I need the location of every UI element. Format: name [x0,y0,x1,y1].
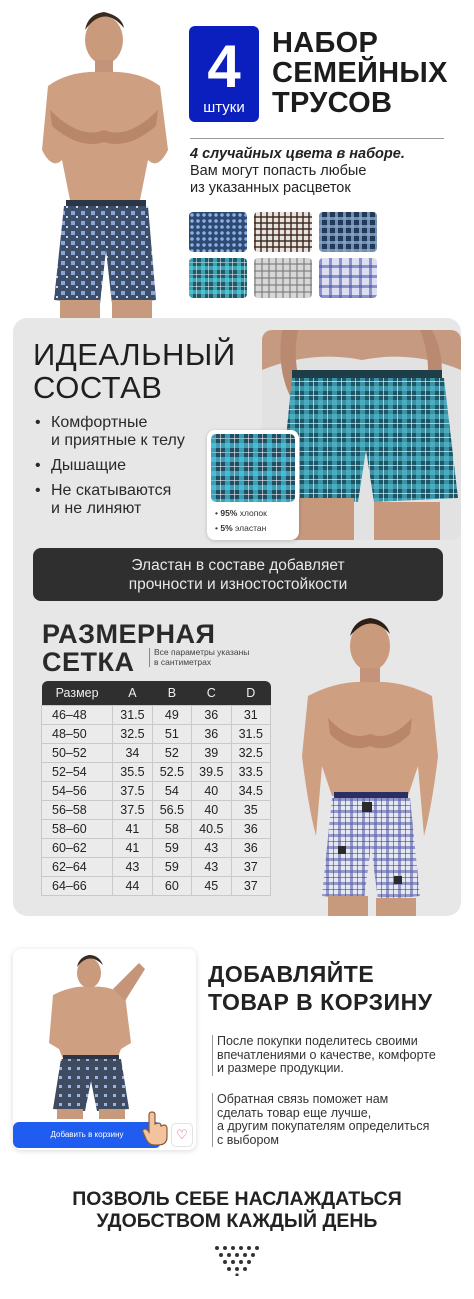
cart-title [208,960,433,1016]
title-line: ДОБАВЛЯЙТЕ [208,961,375,987]
closing-slogan [0,1188,474,1232]
hero-section [0,0,474,318]
title-line: РАЗМЕРНАЯ [42,619,216,649]
banner-line: Эластан в составе добавляет [131,557,345,574]
size-table [41,681,271,896]
dotted-arrow-icon [213,1244,261,1276]
product-card [13,949,196,1150]
table-cell: 40.5 [192,819,231,838]
size-cell: 64–66 [42,876,113,895]
table-cell: 37.5 [113,781,152,800]
list-item [33,482,223,518]
swatch-blue-plaid [319,258,377,298]
note-line: Все параметры указаны [154,647,250,657]
size-model-photo [278,606,461,916]
list-item [33,457,223,475]
benefit-text: и не линяют [51,500,142,517]
table-cell: 43 [192,838,231,857]
cotton-composition: • 95% хлопок [215,508,267,518]
table-cell: 36 [231,838,270,857]
table-cell: 36 [192,705,231,724]
color-note-bold: 4 случайных цвета в наборе. [190,146,405,162]
table-cell: 36 [231,819,270,838]
para-line: сделать товар еще лучше, [217,1105,372,1120]
size-cell: 62–64 [42,857,113,876]
color-note [190,146,405,197]
table-cell: 34.5 [231,781,270,800]
fabric-sample [211,434,295,502]
table-cell: 56.5 [152,800,191,819]
table-cell: 41 [113,838,152,857]
list-item [33,414,223,450]
note-line: в сантиметрах [154,656,212,667]
table-cell: 45 [192,876,231,895]
cotton-pct: 95% [220,508,238,518]
table-row [42,800,271,819]
elastane-banner [33,548,443,601]
banner-line: прочности и изностостойкости [128,576,348,593]
table-cell: 32.5 [113,724,152,743]
table-cell: 51 [152,724,191,743]
elastane-composition: • 5% эластан [215,523,267,533]
size-cell: 46–48 [42,705,113,724]
table-cell: 40 [192,800,231,819]
table-cell: 43 [192,857,231,876]
info-panel [13,318,461,916]
table-cell: 41 [113,819,152,838]
table-cell: 60 [152,876,191,895]
size-cell: 50–52 [42,743,113,762]
feedback-paragraph-1 [212,1035,452,1076]
slogan-line: ПОЗВОЛЬ СЕБЕ НАСЛАЖДАТЬСЯ [72,1188,402,1210]
column-header: B [152,681,191,705]
slogan-line: УДОБСТВОМ КАЖДЫЙ ДЕНЬ [96,1210,378,1232]
table-row [42,743,271,762]
add-to-cart-button[interactable]: Добавить в корзину [13,1122,161,1148]
para-line: с выбором [217,1132,279,1147]
badge-number: 4 [207,33,241,100]
badge-unit: штуки [203,99,245,116]
table-cell: 35.5 [113,762,152,781]
swatch-brown-check [254,212,312,252]
table-row [42,838,271,857]
size-cell: 54–56 [42,781,113,800]
column-header: Размер [42,681,113,705]
table-row [42,705,271,724]
table-cell: 43 [113,857,152,876]
para-line: После покупки поделитесь своими [217,1034,418,1048]
table-cell: 32.5 [231,743,270,762]
table-cell: 59 [152,838,191,857]
table-cell: 44 [113,876,152,895]
divider [190,138,444,139]
table-cell: 49 [152,705,191,724]
table-cell: 40 [192,781,231,800]
table-row [42,762,271,781]
table-cell: 34 [113,743,152,762]
elastane-pct: 5% [220,523,233,533]
title-line: НАБОР [272,27,379,59]
table-row [42,781,271,800]
card-model-photo [13,949,196,1119]
table-header-row [42,681,271,705]
size-cell: 60–62 [42,838,113,857]
swatch-grey-check [254,258,312,298]
table-cell: 39 [192,743,231,762]
table-cell: 37.5 [113,800,152,819]
table-cell: 58 [152,819,191,838]
table-row [42,857,271,876]
column-header: D [231,681,270,705]
feedback-paragraph-2 [212,1093,452,1147]
table-cell: 31 [231,705,270,724]
para-line: Обратная связь поможет нам [217,1092,389,1106]
table-cell: 31.5 [113,705,152,724]
table-row [42,724,271,743]
product-title [272,28,448,118]
swatch-teal-plaid [189,258,247,298]
fabric-card [207,430,299,540]
title-line: СОСТАВ [33,370,163,405]
table-cell: 31.5 [231,724,270,743]
benefit-text: и приятные к телу [51,432,185,449]
size-cell: 58–60 [42,819,113,838]
para-line: и размере продукции. [217,1061,344,1075]
table-cell: 52.5 [152,762,191,781]
table-cell: 54 [152,781,191,800]
table-cell: 39.5 [192,762,231,781]
table-cell: 37 [231,876,270,895]
swatch-navy-dots [189,212,247,252]
composition-title [33,338,236,404]
heart-icon[interactable]: ♡ [171,1123,193,1147]
table-cell: 52 [152,743,191,762]
table-cell: 35 [231,800,270,819]
benefit-text: • Не скатываются [51,482,172,499]
swatch-navy-check [319,212,377,252]
table-row [42,819,271,838]
title-line: СЕМЕЙНЫХ [272,57,448,89]
cotton-label: хлопок [239,508,267,518]
table-cell: 37 [231,857,270,876]
size-chart-note [149,648,277,667]
size-cell: 52–54 [42,762,113,781]
color-swatches [189,212,377,302]
title-line: СЕТКА [42,647,135,677]
table-cell: 33.5 [231,762,270,781]
column-header: A [113,681,152,705]
color-note-line: из указанных расцветок [190,180,351,196]
para-line: а другим покупателям определиться [217,1119,430,1133]
size-cell: 48–50 [42,724,113,743]
hand-cursor-icon [141,1111,171,1147]
table-row [42,876,271,895]
benefit-text: • Дышащие [51,457,127,474]
table-cell: 36 [192,724,231,743]
color-note-line: Вам могут попасть любые [190,163,367,179]
model-photo [30,0,180,318]
column-header: C [192,681,231,705]
para-line: впечатлениями о качестве, комфорте [217,1047,436,1062]
size-cell: 56–58 [42,800,113,819]
title-line: ИДЕАЛЬНЫЙ [33,337,236,372]
elastane-label: эластан [235,523,267,533]
title-line: ТОВАР В КОРЗИНУ [208,989,433,1015]
benefits-list [33,414,223,525]
benefit-text: • Комфортные [51,414,148,431]
table-cell: 59 [152,857,191,876]
quantity-badge [189,26,259,122]
title-line: ТРУСОВ [272,87,393,119]
